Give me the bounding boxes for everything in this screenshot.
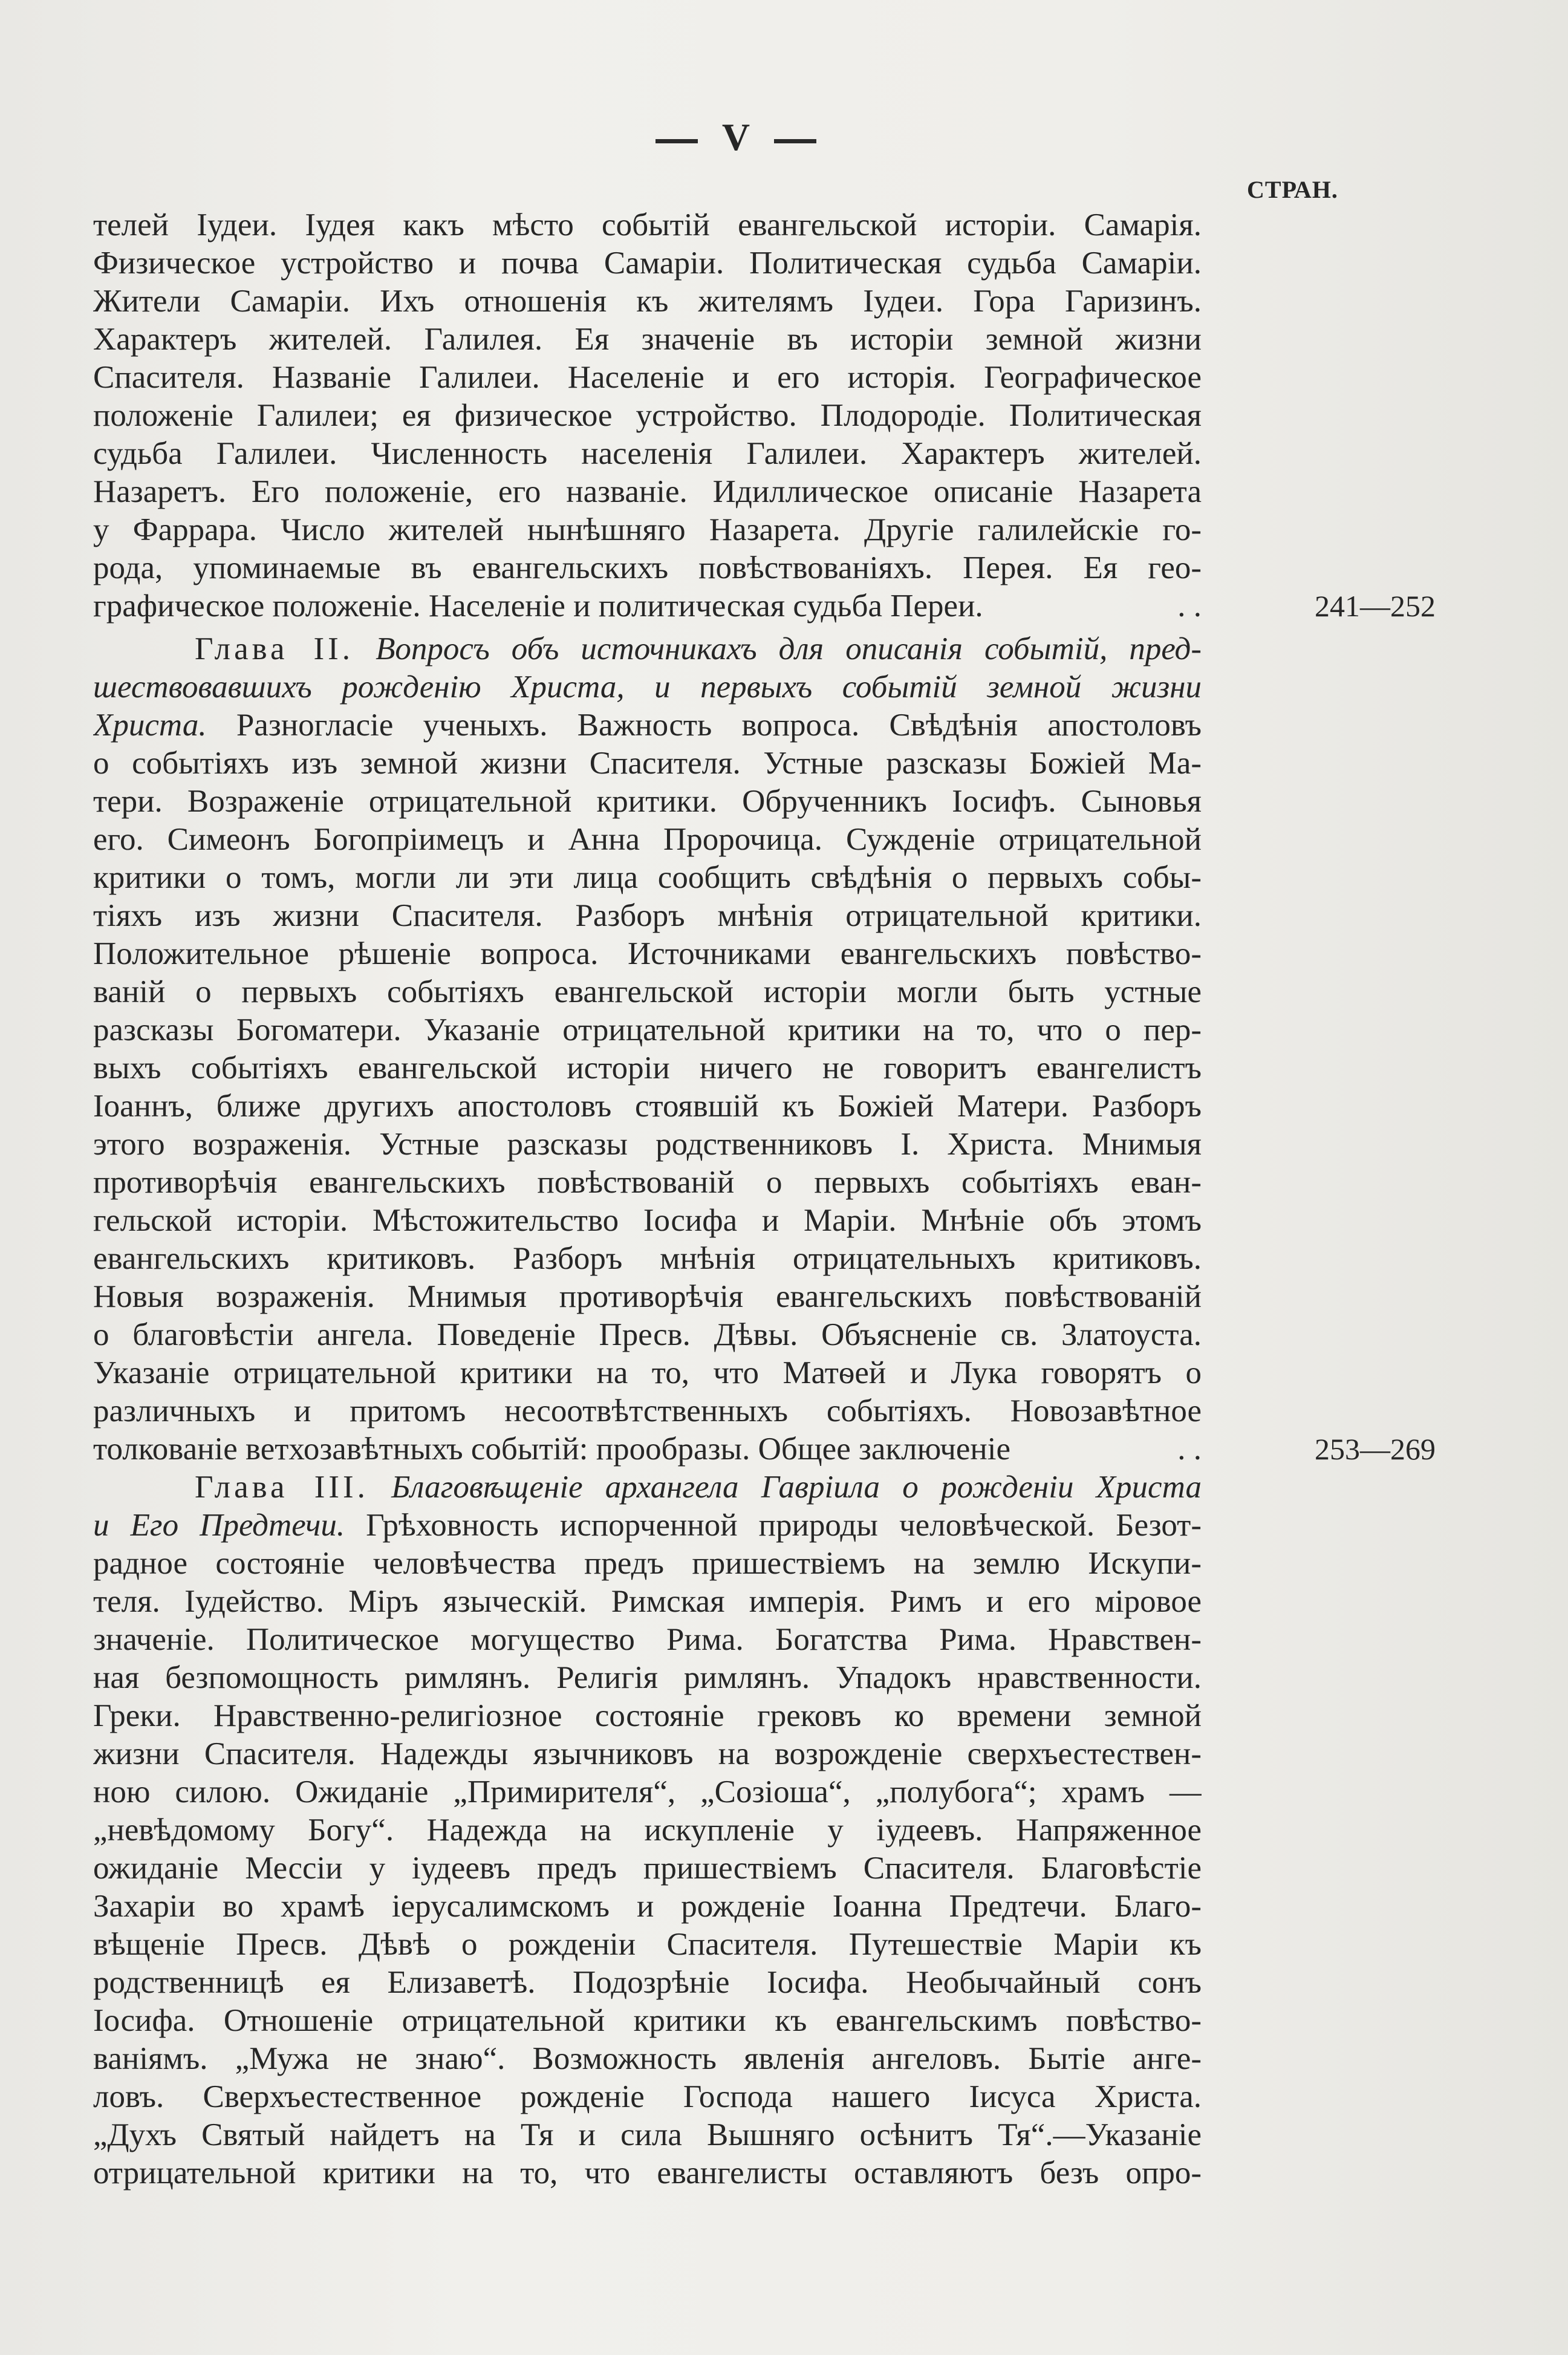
- line-text: [93, 1164, 1202, 1202]
- body-text: о событіяхъ изъ земной жизни Спасителя. Устные разсказы Божіей Ма-: [93, 746, 1202, 781]
- body-text: Іосифа. Отношеніе отрицательной критики къ евангельскимъ повѣство-: [93, 2003, 1202, 2038]
- pages-column-label: СТРАН.: [1247, 176, 1338, 203]
- body-text: значеніе. Политическое могущество Рима. Богатства Рима. Нравствен-: [93, 1622, 1202, 1657]
- text-line: [93, 1392, 1363, 1430]
- line-text: [93, 1278, 1202, 1316]
- body-text: Греки. Нравственно-религіозное состояніе грековъ ко времени земной: [93, 1698, 1202, 1733]
- body-text: радное состояніе человѣчества предъ пришествіемъ на землю Искупи-: [93, 1546, 1202, 1581]
- text-line: [93, 2002, 1363, 2040]
- text-line: [93, 1849, 1363, 1888]
- line-text: [93, 2040, 1202, 2078]
- body-text: о благовѣстіи ангела. Поведеніе Пресв. Дѣвы. Объясненіе св. Златоуста.: [93, 1317, 1202, 1352]
- text-line: [93, 783, 1363, 821]
- text-line: [93, 706, 1363, 744]
- chapter-title: Благовѣщеніе архангела Гавріила о рожденіи Христа: [391, 1470, 1202, 1505]
- text-line: [93, 1240, 1363, 1278]
- line-text: [93, 1202, 1202, 1240]
- line-text: [93, 282, 1202, 321]
- dot-leader: . .: [1177, 1432, 1202, 1467]
- text-line: [93, 397, 1363, 435]
- text-line: [93, 587, 1436, 625]
- line-text: [93, 244, 1202, 282]
- line-text: [93, 1583, 1202, 1621]
- line-text: [93, 1468, 1202, 1506]
- dot-leader: . .: [1177, 588, 1202, 624]
- text-line: [93, 1202, 1363, 1240]
- body-text: Характеръ жителей. Галилея. Ея значеніе въ исторіи земной жизни: [93, 322, 1202, 357]
- line-text: [93, 1773, 1202, 1811]
- body-text: Грѣховность испорченной природы человѣческой. Безот-: [366, 1508, 1202, 1543]
- text-line: [93, 2040, 1363, 2078]
- line-text: [93, 1964, 1202, 2002]
- line-text: [93, 973, 1202, 1011]
- line-text: [93, 2154, 1202, 2192]
- line-text: [93, 2078, 1202, 2116]
- line-text: [93, 897, 1202, 935]
- text-line: [93, 630, 1363, 668]
- chapter-title: и Его Предтечи.: [93, 1508, 345, 1543]
- line-text: [93, 397, 1202, 435]
- body-text: этого возраженія. Устные разсказы родственниковъ І. Христа. Мнимыя: [93, 1127, 1202, 1162]
- body-text: ваніямъ. „Мужа не знаю“. Возможность явленія ангеловъ. Бытіе анге-: [93, 2041, 1202, 2076]
- chapter-title: Вопросъ объ источникахъ для описанія событій, пред-: [376, 631, 1202, 666]
- text-line: [93, 1506, 1363, 1545]
- line-content: [93, 587, 983, 625]
- text-line: [93, 244, 1363, 282]
- body-text: родственницѣ ея Елизаветѣ. Подозрѣніе Іосифа. Необычайный сонъ: [93, 1965, 1202, 2000]
- body-text: Разногласіе ученыхъ. Важность вопроса. Свѣдѣнія апостоловъ: [236, 708, 1202, 743]
- body-text: ная безпомощность римлянъ. Религія римлянъ. Упадокъ нравственности.: [93, 1660, 1202, 1695]
- chapter-label: Глава II.: [195, 631, 354, 666]
- text-line: [93, 1926, 1363, 1964]
- line-text: [93, 821, 1202, 859]
- line-text: [93, 1354, 1202, 1392]
- text-line: [93, 1468, 1363, 1506]
- body-text: критики о томъ, могли ли эти лица сообщить свѣдѣнія о первыхъ собы-: [93, 860, 1202, 895]
- line-text: [93, 1125, 1202, 1164]
- text-line: [93, 1164, 1363, 1202]
- text-line: [93, 1049, 1363, 1087]
- body-text: разсказы Богоматери. Указаніе отрицательной критики на то, что о пер-: [93, 1012, 1202, 1047]
- toc-entry-chapter-3: [93, 1468, 1363, 2192]
- text-line: [93, 973, 1363, 1011]
- body-text: графическое положеніе. Населеніе и политическая судьба Переи.: [93, 588, 983, 624]
- chapter-title: шествовавшихъ рожденію Христа, и первыхъ событій земной жизни: [93, 669, 1202, 705]
- line-text: [93, 511, 1202, 549]
- text-line: [93, 206, 1363, 244]
- body-text: жизни Спасителя. Надежды язычниковъ на возрожденіе сверхъестествен-: [93, 1736, 1202, 1771]
- body-text: евангельскихъ критиковъ. Разборъ мнѣнія отрицательныхъ критиковъ.: [93, 1241, 1202, 1276]
- text-line: [93, 435, 1363, 473]
- body-text: отрицательной критики на то, что евангелисты оставляютъ безъ опро-: [93, 2155, 1202, 2191]
- line-text: [93, 1697, 1202, 1735]
- body-text: Захаріи во храмѣ іерусалимскомъ и рожденіе Іоанна Предтечи. Благо-: [93, 1889, 1202, 1924]
- text-line: [93, 1316, 1363, 1354]
- text-line: [93, 1545, 1363, 1583]
- page-numeral: V: [721, 116, 750, 158]
- line-text: [93, 1735, 1202, 1773]
- line-text: [93, 1621, 1202, 1659]
- line-text: [93, 1392, 1202, 1430]
- text-line: [93, 1087, 1363, 1125]
- body-text: Указаніе отрицательной критики на то, что Матѳей и Лука говорятъ о: [93, 1355, 1202, 1390]
- text-line: [93, 1011, 1363, 1049]
- line-text: [93, 206, 1202, 244]
- line-text: [93, 587, 1202, 625]
- line-text: [93, 859, 1202, 897]
- body-text: ваній о первыхъ событіяхъ евангельской исторіи могли быть устные: [93, 974, 1202, 1009]
- line-text: [93, 1049, 1202, 1087]
- body-text: Спасителя. Названіе Галилеи. Населеніе и его исторія. Географическое: [93, 360, 1202, 395]
- text-line: [93, 1964, 1363, 2002]
- text-line: [93, 1811, 1363, 1849]
- text-line: [93, 668, 1363, 706]
- line-text: [93, 630, 1202, 668]
- body-text: Физическое устройство и почва Самаріи. Политическая судьба Самаріи.: [93, 246, 1202, 281]
- toc-entry-chapter-1-continued: [93, 206, 1436, 625]
- body-text: ожиданіе Мессіи у іудеевъ предъ пришествіемъ Спасителя. Благовѣстіе: [93, 1851, 1202, 1886]
- body-text: судьба Галилеи. Численность населенія Галилеи. Характеръ жителей.: [93, 436, 1202, 471]
- text-line: [93, 511, 1363, 549]
- body-text: ною силою. Ожиданіе „Примирителя“, „Созіоша“, „полубога“; храмъ —: [93, 1774, 1202, 1809]
- chapter-label: Глава III.: [195, 1470, 369, 1505]
- body-text: различныхъ и притомъ несоотвѣтственныхъ событіяхъ. Новозавѣтное: [93, 1393, 1202, 1428]
- line-text: [93, 2002, 1202, 2040]
- body-text: вѣщеніе Пресв. Дѣвѣ о рожденіи Спасителя. Путешествіе Маріи къ: [93, 1927, 1202, 1962]
- toc-entry-chapter-2: [93, 630, 1436, 1468]
- body-text: Назаретъ. Его положеніе, его названіе. Идиллическое описаніе Назарета: [93, 474, 1202, 509]
- line-text: [93, 1849, 1202, 1888]
- text-line: [93, 1278, 1363, 1316]
- text-line: [93, 935, 1363, 973]
- text-line: [93, 473, 1363, 511]
- chapter-title: Христа.: [93, 708, 207, 743]
- line-text: [93, 1888, 1202, 1926]
- line-text: [93, 1087, 1202, 1125]
- line-text: [93, 1659, 1202, 1697]
- text-line: [93, 897, 1363, 935]
- text-line: [93, 1659, 1363, 1697]
- body-text: рода, упоминаемые въ евангельскихъ повѣствованіяхъ. Перея. Ея гео-: [93, 550, 1202, 585]
- line-text: [93, 1011, 1202, 1049]
- line-text: [93, 1506, 1202, 1545]
- body-text: противорѣчія евангельскихъ повѣствованій о первыхъ событіяхъ еван-: [93, 1165, 1202, 1200]
- line-text: [93, 435, 1202, 473]
- line-text: [93, 1926, 1202, 1964]
- text-line: [93, 282, 1363, 321]
- body-text: положеніе Галилеи; ея физическое устройство. Плодородіе. Политическая: [93, 398, 1202, 433]
- page-range: 241—252: [1315, 589, 1436, 623]
- body-text: Жители Самаріи. Ихъ отношенія къ жителямъ Іудеи. Гора Гаризинъ.: [93, 284, 1202, 319]
- folio-dash-left: [656, 139, 698, 143]
- line-text: [93, 473, 1202, 511]
- text-line: [93, 1583, 1363, 1621]
- text-line: [93, 2078, 1363, 2116]
- line-text: [93, 1811, 1202, 1849]
- body-text: толкованіе ветхозавѣтныхъ событій: прообразы. Общее заключеніе: [93, 1432, 1010, 1467]
- text-line: [93, 1773, 1363, 1811]
- line-text: [93, 1316, 1202, 1354]
- text-line: [93, 744, 1363, 783]
- body-text: гельской исторіи. Мѣстожительство Іосифа и Маріи. Мнѣніе объ этомъ: [93, 1203, 1202, 1238]
- page-folio: [0, 115, 1472, 160]
- line-content: [93, 1430, 1010, 1468]
- line-text: [93, 744, 1202, 783]
- body-text: „Духъ Святый найдетъ на Тя и сила Вышняго осѣнитъ Тя“.—Указаніе: [93, 2117, 1202, 2152]
- body-text: тіяхъ изъ жизни Спасителя. Разборъ мнѣнія отрицательной критики.: [93, 898, 1202, 933]
- body-text: Положительное рѣшеніе вопроса. Источниками евангельскихъ повѣство-: [93, 936, 1202, 971]
- body-text: телей Іудеи. Іудея какъ мѣсто событій евангельской исторіи. Самарія.: [93, 207, 1202, 243]
- text-line: [93, 1125, 1363, 1164]
- body-text: теля. Іудейство. Міръ языческій. Римская имперія. Римъ и его міровое: [93, 1584, 1202, 1619]
- line-text: [93, 1545, 1202, 1583]
- text-line: [93, 1697, 1363, 1735]
- line-text: [93, 668, 1202, 706]
- line-text: [93, 1240, 1202, 1278]
- text-line: [93, 2116, 1363, 2154]
- line-text: [93, 549, 1202, 587]
- text-line: [93, 321, 1363, 359]
- text-line: [93, 859, 1363, 897]
- line-text: [93, 359, 1202, 397]
- text-line: [93, 1735, 1363, 1773]
- body-text: „невѣдомому Богу“. Надежда на искупленіе у іудеевъ. Напряженное: [93, 1813, 1202, 1848]
- body-text: у Фаррара. Число жителей нынѣшняго Назарета. Другіе галилейскіе го-: [93, 512, 1202, 547]
- line-text: [93, 706, 1202, 744]
- body-text: Іоаннъ, ближе другихъ апостоловъ стоявшій къ Божіей Матери. Разборъ: [93, 1089, 1202, 1124]
- text-line: [93, 1888, 1363, 1926]
- text-line: [93, 821, 1363, 859]
- line-text: [93, 1430, 1202, 1468]
- line-text: [93, 935, 1202, 973]
- body-text: ловъ. Сверхъестественное рожденіе Господа нашего Іисуса Христа.: [93, 2079, 1202, 2114]
- line-text: [93, 783, 1202, 821]
- text-line: [93, 1430, 1436, 1468]
- line-text: [93, 321, 1202, 359]
- text-line: [93, 2154, 1363, 2192]
- body-text: тери. Возраженіе отрицательной критики. Обрученникъ Іосифъ. Сыновья: [93, 784, 1202, 819]
- folio-dash-right: [774, 139, 816, 143]
- text-line: [93, 1621, 1363, 1659]
- text-line: [93, 1354, 1363, 1392]
- text-line: [93, 359, 1363, 397]
- body-text: Новыя возраженія. Мнимыя противорѣчія евангельскихъ повѣствованій: [93, 1279, 1202, 1314]
- line-text: [93, 2116, 1202, 2154]
- text-line: [93, 549, 1363, 587]
- body-text: его. Симеонъ Богопріимецъ и Анна Пророчица. Сужденіе отрицательной: [93, 822, 1202, 857]
- body-text: выхъ событіяхъ евангельской исторіи ничего не говоритъ евангелистъ: [93, 1050, 1202, 1086]
- page-range: 253—269: [1315, 1432, 1436, 1466]
